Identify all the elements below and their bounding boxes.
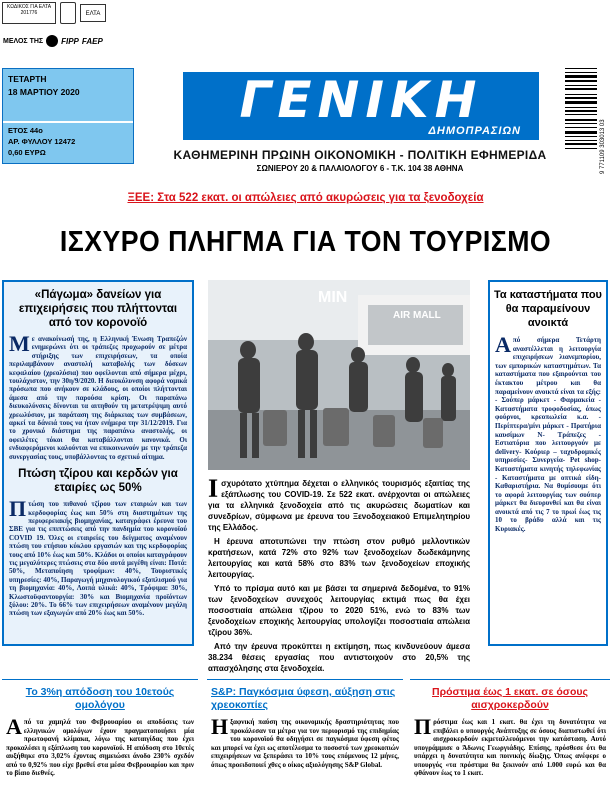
barcode-icon bbox=[563, 66, 607, 176]
fipp-logo: FIPP bbox=[61, 36, 79, 46]
bond-yield-text: πό τα χαμηλά του Φεβρουαρίου οι αποδόσεις των ελληνικών ομολόγων έχουν πραγματοποιήσει μία πρωτοφανή κλίμακα, λόγω της καταιγίδας που έχει προκαλέσει η εξάπλωση του κορονοϊού. Η απόδοση στο 10ετές αυξήθηκε στο 3,02% έχοντας σημειώσει άνοδο 230% σχεδόν από το 0,92% που είχε βρεθεί στα μέσα Φεβρουαρίου και πριν το βίαιο διεθνές. bbox=[6, 718, 194, 777]
newspaper-address: ΣΩΝΙΕΡΟΥ 20 & ΠΑΛΑΙΟΛΟΓΟΥ 6 - Τ.Κ. 104 38 ΑΘΗΝΑ bbox=[256, 164, 464, 173]
open-stores-headline[interactable]: Τα καταστήματα που θα παραμείνουν ανοικτά bbox=[494, 289, 602, 329]
issue-number: ΑΡ. ΦΥΛΛΟΥ 12472 bbox=[8, 137, 76, 146]
barcode-number: 9 771109 303013 03 bbox=[600, 119, 606, 174]
sp-recession-headline[interactable]: S&P: Παγκόσμια ύφεση, αύξηση στις χρεοκοπίες bbox=[211, 686, 396, 711]
masthead bbox=[183, 72, 539, 140]
tourists-photo-illustration bbox=[208, 280, 470, 470]
teaser-link[interactable]: ΞΕΕ: Στα 522 εκατ. οι απώλειες από ακυρώσεις για τα ξενοδοχεία bbox=[127, 192, 484, 204]
loan-freeze-text: ε ανακοίνωσή της, η Ελληνική Ένωση Τραπεζών ενημερώνει ότι οι τράπεζες προχωρούν σε μέτρα στήριξης των επιχειρήσεων, τα οποία περιλαμβάνουν αναστολή καταβολής των δόσεων κεφαλαίου (χρεολύσια) που οφείλονται από σήμερα μέχρι, τουλάχιστον, την 30η/9/2020. Η διευκόλυνση αφορά νομικά πρόσωπα που ανήκουν σε κλάδους, οι οποίοι πλήττονται άμεσα από την παρούσα κρίση. Οι παραπάνω διευκολύνσεις δίνονται τα αιτηθούν τη μετατρέψιμη αυτό χρεωλύσιον, με παράταση της διάρκειας των συμβάσεων, αρκεί τα δάνειά τους να ήταν ενήμερα την 31/12/2019. Για το χρονικό διάστημα της παραπάνω αναστολής, οι οφειλέτες τόκοι θα καταβάλλονται κανονικά. Οι ενδιαφερόμενοι καλούνται να επικοινωνούν με την τράπεζα συνεργασίας τους, υποβάλλοντας το σχετικό αίτημα. bbox=[9, 335, 187, 461]
store-sign-2: MIN bbox=[318, 289, 348, 306]
fines-text: ρόστιμα έως και 1 εκατ. θα έχει τη δυνατότητα να επιβάλει ο υπουργός Ανάπτυξης σε όσους διαπιστωθεί ότι αισχροκερδούν εκμεταλλευόμενοι την κατάσταση. Αυτό υπογράμμισε ο Άδωνις Γεωργιάδης. Επίσης, πρόσθεσε ότι θα υπάρχει η δυνατότητα και ποινικής δίωξης. Όπως ανέφερε ο υπουργός «τα πρόστιμα θα ξεκινούν από 1.000 ευρώ και θα φθάνουν έως το 1 εκατ. bbox=[414, 718, 606, 777]
certification-icon bbox=[60, 2, 76, 24]
tourism-article bbox=[208, 474, 470, 677]
postal-code-text: ΚΩΔΙΚΟΣ ΓΙΑ ΕΛΤΑ 201776 bbox=[6, 4, 52, 16]
postal-code-box bbox=[2, 2, 56, 24]
member-label: ΜΕΛΟΣ ΤΗΣ bbox=[3, 37, 44, 45]
tourism-paragraph-1 bbox=[208, 474, 470, 533]
newspaper-title: ΓΕΝΙΚΗ bbox=[239, 71, 483, 129]
main-headline: ΙΣΧΥΡΟ ΠΛΗΓΜΑ ΓΙΑ ΤΟΝ ΤΟΥΡΙΣΜΟ bbox=[59, 226, 552, 258]
open-stores-body bbox=[490, 330, 606, 534]
teaser-line[interactable] bbox=[0, 192, 611, 204]
faep-logo: FAEP bbox=[81, 36, 103, 46]
fines-headline[interactable]: Πρόστιμα έως 1 εκατ. σε όσους αισχροκερδούν bbox=[432, 686, 588, 711]
drop-cap: Α bbox=[6, 714, 22, 739]
drop-cap: Π bbox=[9, 496, 27, 522]
left-column bbox=[2, 280, 194, 646]
drop-cap: Ι bbox=[208, 474, 219, 503]
drop-cap: Α bbox=[495, 332, 511, 357]
sp-recession-body bbox=[207, 712, 403, 769]
issue-info-box bbox=[2, 68, 134, 164]
bond-yield-headline[interactable]: Το 3%η απόδοση του 10ετούς ομολόγου bbox=[25, 686, 175, 711]
issue-year: ΕΤΟΣ 44ο bbox=[8, 126, 43, 135]
loan-freeze-headline[interactable]: «Πάγωμα» δανείων για επιχειρήσεις που πλήττονται από τον κορονοϊό bbox=[18, 289, 178, 329]
tourism-paragraph-2: Η έρευνα αποτυπώνει την πτώση στον ρυθμό μελλοντικών κρατήσεων, κατά 72% στο 92% των ξενοδοχείων δωδεκάμηνης λειτουργίας και κατά 58% στο 83% των ξενοδοχείων εποχικής λειτουργίας. bbox=[208, 537, 470, 579]
drop-cap: Μ bbox=[9, 331, 30, 356]
loan-freeze-body bbox=[4, 330, 192, 461]
revenue-drop-text: τώση του πιθανού τζίρου των εταιριών και των κερδοφορίας έως και 50% στη διαστημάτων της περιφερειακής βιομηχανίας, καταγράφει έρευνα του ΣΒΕ για τις επιπτώσεις από την πανδημία του κορονοϊού COVID 19. Όλες οι εταιρείες του δείγματος αναμένουν πτώση του ετήσιου κύκλου εργασιών και της κερδοφορίας τους από 10% έως και 50%. Κλάδοι οι οποίοι καταγράφουν τις μεγαλύτερες πτώσεις στα δύο αυτά μεγέθη είναι: Ποτά: 50%, Μεταποίηση τροφίμων: 40%, Τουριστικές υπηρεσίες: 40%, Παραγωγή μηχανολογικού εξοπλισμού για τη βιομηχανία: 40%, Λοιπά υλικά: 40%, Τρόφιμα: 30%, Κλωστοϋφαντουργία: 30% και Βιομηχανία προϊόντων ξύλου: 20%. Το 66% των επιχειρήσεων αναμένουν μεγάλη πτώση των εξαγωγών από 20% έως και 50%. bbox=[9, 500, 187, 618]
open-stores-text: πό σήμερα Τετάρτη αναστέλλεται η λειτουργία επιχειρήσεων λιανεμπορίου, των εμπορικών καταστημάτων. Τα καταστήματα που εξαιρούνται του έκτακτου μέτρου και θα παραμείνουν ανοικτά είναι τα εξής: - Σούπερ μάρκετ - Φαρμακεία - Καταστήματα τροφοδοσίας, όπως φούρνοι, κρεοπωλεία κ.α. - Περίπτερα/μίνι μάρκετ - Πρατήρια καυσίμων Ν- Τράπεζες - Εστιατόρια που λειτουργούν με delivery- Κούριερ – ταχυδρομικές υπηρεσίες- Συνεργεία- Pet shop- Καταστήματα κινητής τηλεφωνίας - Καταστήματα με οπτικά είδη- Καθαριστήρια. Να θυμίσουμε ότι το αφορά λειτουργίας των σούπερ μάρκετ θα διευρυνθεί και θα είναι ανοικτά από τις 7 το πρωί έως τις 10 το βράδυ αλλά και τις Κυριακές. bbox=[495, 336, 601, 534]
issue-price: 0,60 ΕΥΡΩ bbox=[8, 148, 46, 157]
issue-date: 18 ΜΑΡΤΙΟΥ 2020 bbox=[8, 87, 80, 97]
sp-recession-box bbox=[207, 679, 403, 793]
bond-yield-body bbox=[2, 712, 198, 778]
elta-logo-text: ΕΛΤΑ bbox=[85, 11, 101, 17]
bond-yield-box bbox=[2, 679, 198, 793]
fines-body bbox=[410, 712, 610, 778]
eihea-logo-icon bbox=[46, 35, 58, 47]
drop-cap: Η bbox=[211, 714, 229, 739]
issue-day: ΤΕΤΑΡΤΗ bbox=[8, 74, 47, 84]
store-sign: AIR MALL bbox=[393, 310, 441, 321]
revenue-drop-body bbox=[4, 495, 192, 618]
sp-recession-text: ξαφνική παύση της οικονομικής δραστηριότητας που προκάλεσαν τα μέτρα για τον περιορισμό της επιδημίας του κορονοϊού θα οδηγήσει σε παγκόσμια ύφεση φέτος και μπορεί να έχει ως αποτέλεσμα το ποσοστό των χρεοκοπιών επιχειρήσεων να ξεπεράσει το 10% τους επόμενους 12 μήνες, όπως προειδοποιεί χθες ο οίκος αξιολόγησης S&P Global. bbox=[211, 718, 399, 769]
newspaper-subtitle: ΔΗΜΟΠΡΑΣΙΩΝ bbox=[428, 125, 521, 137]
right-column bbox=[488, 280, 608, 646]
revenue-drop-headline[interactable]: Πτώση τζίρου και κερδών για εταιρίες ως 50% bbox=[18, 468, 178, 495]
drop-cap: Π bbox=[414, 714, 432, 739]
tourism-text-1: σχυρότατο χτύπημα δέχεται ο ελληνικός τουρισμός εξαιτίας της εξάπλωσης του COVID-19. Σε 522 εκατ. ανέρχονται οι απώλειες για τα ελληνικά ξενοδοχεία από τις ακυρώσεις δωματίων και συνεδρίων, σύμφωνα με έρευνα του Ξενοδοχειακού Επιμελητηρίου της Ελλάδος. bbox=[208, 479, 470, 532]
tourism-paragraph-4: Από την έρευνα προκύπτει η εκτίμηση, πως κινδυνεύουν άμεσα 38.234 θέσεις εργασίας που αντιστοιχούν στο 20,5% της απασχόλησης στα ξενοδοχεία. bbox=[208, 642, 470, 673]
tourism-paragraph-3: Υπό το πρίσμα αυτό και με βάσει τα σημερινά δεδομένα, το 91% των ξενοδοχείων συνεχούς λειτουργίας εκτιμά πως θα έχει ποσοστιαία απώλεια τζίρου το 2020 51%, ενώ το 83% των ξενοδοχείων εποχικής λειτουργίας υπολογίζει ποσοστιαία απώλεια τζίρου 36%. bbox=[208, 584, 470, 637]
tourists-photo bbox=[208, 280, 470, 470]
membership-line bbox=[3, 35, 103, 47]
elta-logo bbox=[80, 4, 106, 22]
newspaper-tagline: ΚΑΘΗΜΕΡΙΝΗ ΠΡΩΙΝΗ ΟΙΚΟΝΟΜΙΚΗ - ΠΟΛΙΤΙΚΗ ΕΦΗΜΕΡΙΔΑ bbox=[173, 148, 547, 162]
fines-box bbox=[410, 679, 610, 793]
